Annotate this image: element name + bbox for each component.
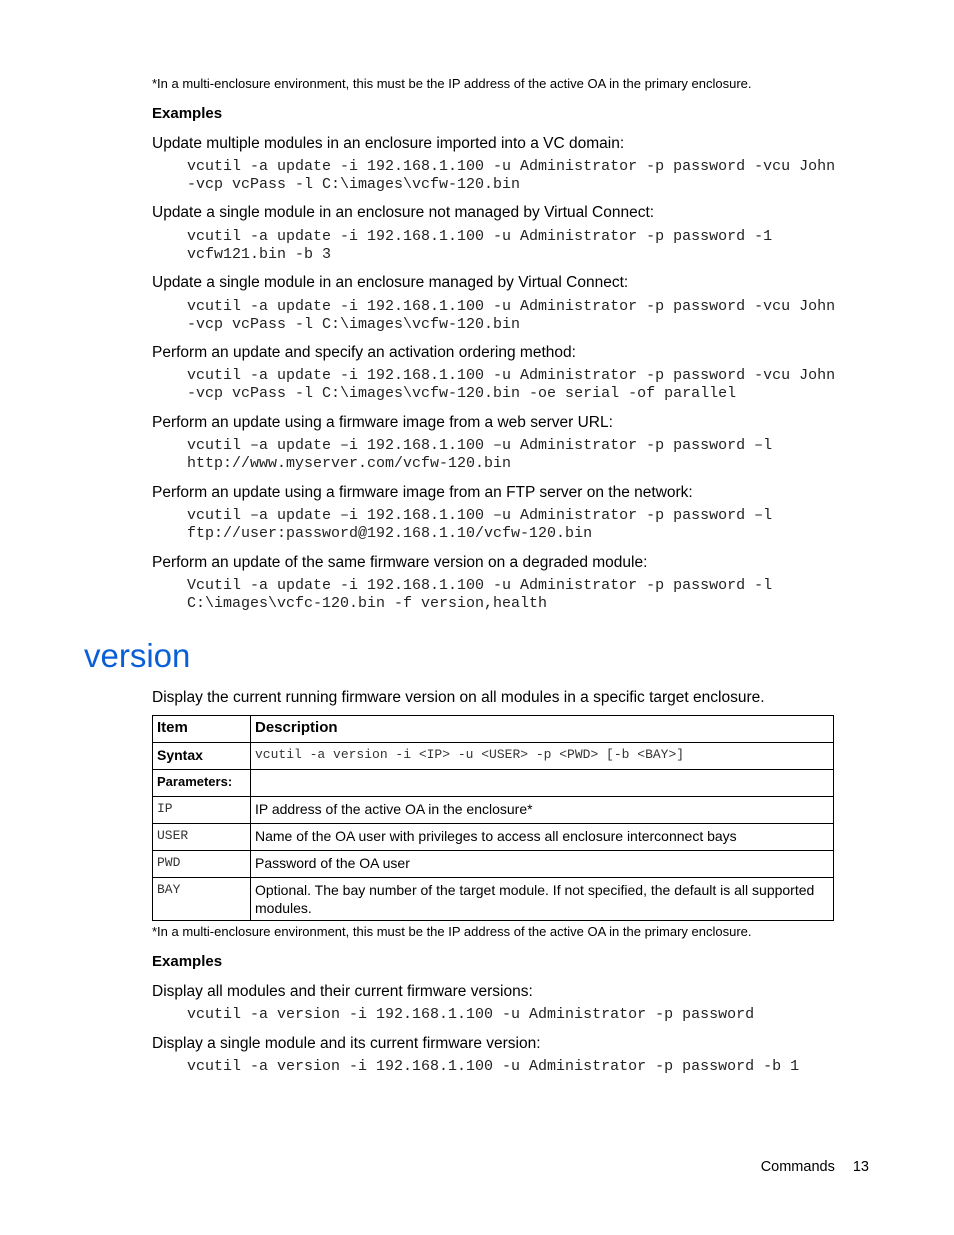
header-description: Description — [251, 716, 834, 743]
footer-section-name: Commands — [760, 1159, 835, 1175]
example-description: Perform an update using a firmware image from an FTP server on the network: — [152, 484, 693, 501]
examples-heading: Examples — [152, 105, 223, 122]
parameters-empty-cell — [251, 770, 834, 797]
param-name: BAY — [153, 878, 251, 921]
examples-heading: Examples — [152, 953, 223, 970]
section-description: Display the current running firmware version on all modules in a specific target enclosure. — [152, 689, 765, 706]
footnote-bottom: *In a multi-enclosure environment, this must be the IP address of the active OA in the primary enclosure. — [152, 924, 752, 939]
footnote-top: *In a multi-enclosure environment, this must be the IP address of the active OA in the primary enclosure. — [152, 76, 752, 91]
table-row — [153, 824, 834, 851]
table-row-parameters — [153, 770, 834, 797]
example-description: Display a single module and its current firmware version: — [152, 1035, 541, 1052]
example-description: Perform an update of the same firmware version on a degraded module: — [152, 554, 648, 571]
param-description: IP address of the active OA in the enclosure* — [251, 797, 834, 824]
param-name: IP — [153, 797, 251, 824]
example-code: Vcutil -a update -i 192.168.1.100 -u Administrator -p password -l C:\images\vcfc-120.bin -f version,health — [187, 577, 773, 612]
param-name: USER — [153, 824, 251, 851]
param-description: Optional. The bay number of the target module. If not specified, the default is all supported modules. — [251, 878, 834, 921]
param-description: Password of the OA user — [251, 851, 834, 878]
table-row — [153, 797, 834, 824]
example-description: Perform an update and specify an activation ordering method: — [152, 344, 576, 361]
param-name: PWD — [153, 851, 251, 878]
example-description: Update multiple modules in an enclosure imported into a VC domain: — [152, 135, 625, 152]
example-code: vcutil -a version -i 192.168.1.100 -u Administrator -p password -b 1 — [187, 1058, 800, 1075]
example-description: Update a single module in an enclosure managed by Virtual Connect: — [152, 274, 629, 291]
footer-page-number: 13 — [852, 1159, 869, 1175]
example-code: vcutil -a version -i 192.168.1.100 -u Administrator -p password — [187, 1006, 755, 1023]
table-header-row — [153, 716, 834, 743]
section-title-version: version — [84, 637, 191, 674]
table-row — [153, 878, 834, 921]
example-description: Perform an update using a firmware image from a web server URL: — [152, 414, 613, 431]
page-footer — [761, 1157, 869, 1177]
example-code: vcutil -a update -i 192.168.1.100 -u Administrator -p password -vcu John -vcp vcPass -l C:\images\vcfw-120.bin -oe serial -of parallel — [187, 367, 836, 402]
parameters-table — [152, 715, 834, 921]
param-description: Name of the OA user with privileges to access all enclosure interconnect bays — [251, 824, 834, 851]
example-description: Update a single module in an enclosure not managed by Virtual Connect: — [152, 204, 655, 221]
parameters-label: Parameters: — [153, 770, 251, 797]
example-code: vcutil -a update -i 192.168.1.100 -u Administrator -p password -1 vcfw121.bin -b 3 — [187, 228, 773, 263]
example-description: Display all modules and their current firmware versions: — [152, 983, 533, 1000]
example-code: vcutil -a update -i 192.168.1.100 -u Administrator -p password -vcu John -vcp vcPass -l C:\images\vcfw-120.bin — [187, 298, 836, 333]
syntax-label: Syntax — [153, 743, 251, 770]
table-row — [153, 851, 834, 878]
table-row-syntax — [153, 743, 834, 770]
example-code: vcutil -a update -i 192.168.1.100 -u Administrator -p password -vcu John -vcp vcPass -l C:\images\vcfw-120.bin — [187, 158, 836, 193]
header-item: Item — [153, 716, 251, 743]
syntax-value: vcutil -a version -i <IP> -u <USER> -p <PWD> [-b <BAY>] — [251, 743, 834, 770]
example-code: vcutil –a update –i 192.168.1.100 –u Administrator -p password –l http://www.myserver.com/vcfw-120.bin — [187, 437, 773, 472]
example-code: vcutil –a update –i 192.168.1.100 –u Administrator -p password –l ftp://user:password@192.168.1.10/vcfw-120.bin — [187, 507, 773, 542]
